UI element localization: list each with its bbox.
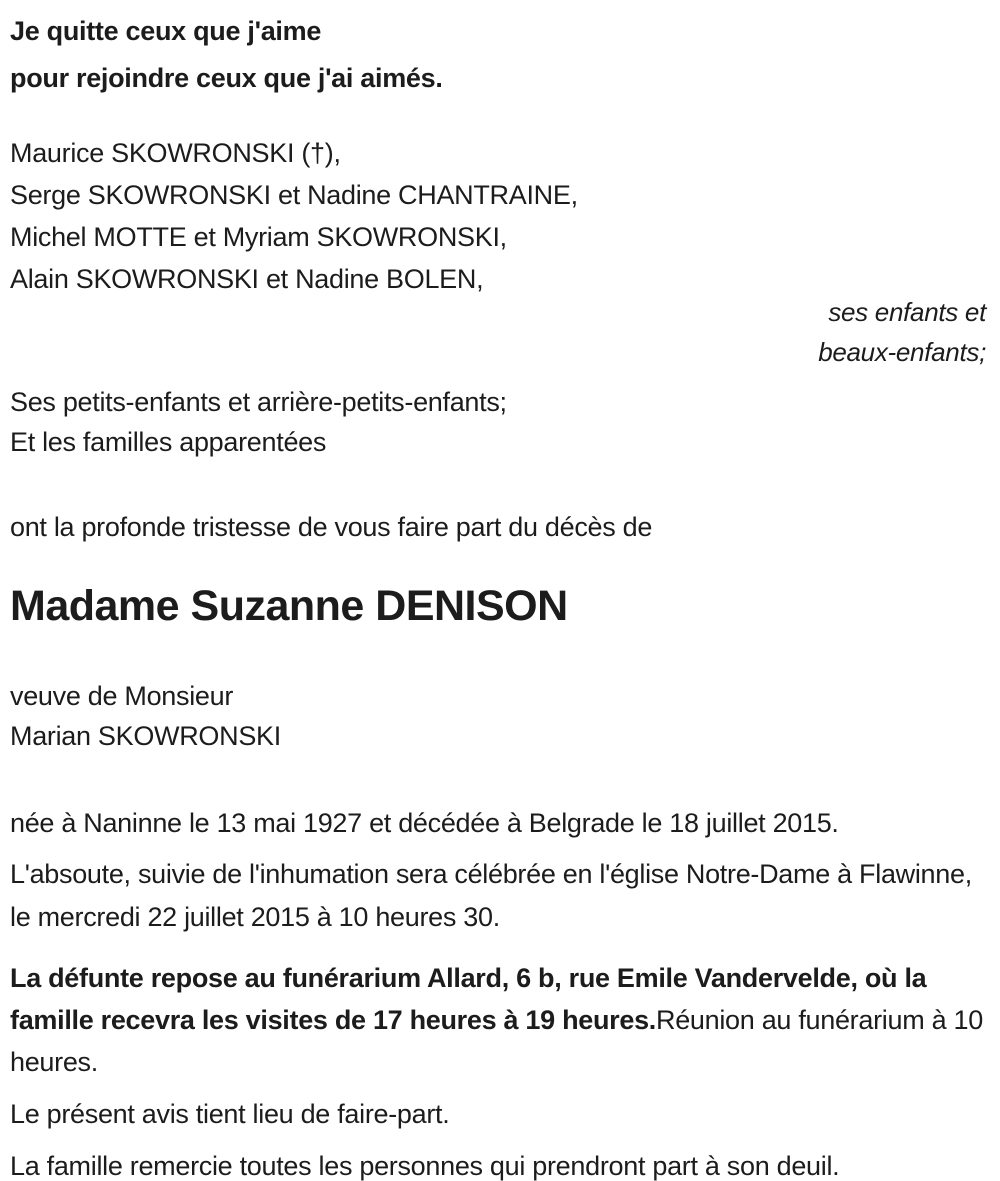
relatives-list: [10, 132, 986, 300]
family-lines: [10, 382, 986, 462]
relationship-line-2: beaux-enfants;: [818, 337, 986, 367]
relative-line: Michel MOTTE et Myriam SKOWRONSKI,: [10, 222, 507, 252]
epigraph-line-2: pour rejoindre ceux que j'ai aimés.: [10, 63, 443, 93]
announcement-line: ont la profonde tristesse de vous faire part du décès de: [10, 512, 653, 542]
visitation-regular-text: Réunion au funérarium à 10 heures.: [10, 1005, 983, 1077]
faire-part-line: Le présent avis tient lieu de faire-part.: [10, 1099, 450, 1129]
relative-line: Alain SKOWRONSKI et Nadine BOLEN,: [10, 264, 484, 294]
widow-of-line-1: veuve de Monsieur: [10, 681, 234, 711]
relative-line: Maurice SKOWRONSKI (†),: [10, 138, 341, 168]
family-line: Ses petits-enfants et arrière-petits-enfants;: [10, 387, 507, 417]
epigraph: [10, 8, 986, 102]
relationship-line-1: ses enfants et: [828, 297, 986, 327]
visitation-bold-text: La défunte repose au funérarium Allard, 6 b, rue Emile Vandervelde, où la famille recevra les visites de 17 heures à 19 heures.: [10, 963, 927, 1035]
relative-line: Serge SKOWRONSKI et Nadine CHANTRAINE,: [10, 180, 578, 210]
deceased-name: Madame Suzanne DENISON: [10, 582, 568, 630]
thanks-line: La famille remercie toutes les personnes qui prendront part à son deuil.: [10, 1151, 840, 1181]
epigraph-line-1: Je quitte ceux que j'aime: [10, 16, 322, 46]
birth-death-line: née à Naninne le 13 mai 1927 et décédée à Belgrade le 18 juillet 2015.: [10, 808, 839, 838]
relationship-note: [10, 292, 986, 372]
ceremony-paragraph: L'absoute, suivie de l'inhumation sera célébrée en l'église Notre-Dame à Flawinne, le mercredi 22 juillet 2015 à 10 heures 30.: [10, 859, 972, 932]
widow-of-line-2: Marian SKOWRONSKI: [10, 721, 281, 751]
widow-of-block: [10, 676, 986, 756]
family-line: Et les familles apparentées: [10, 427, 327, 457]
visitation-paragraph: [10, 957, 986, 1083]
